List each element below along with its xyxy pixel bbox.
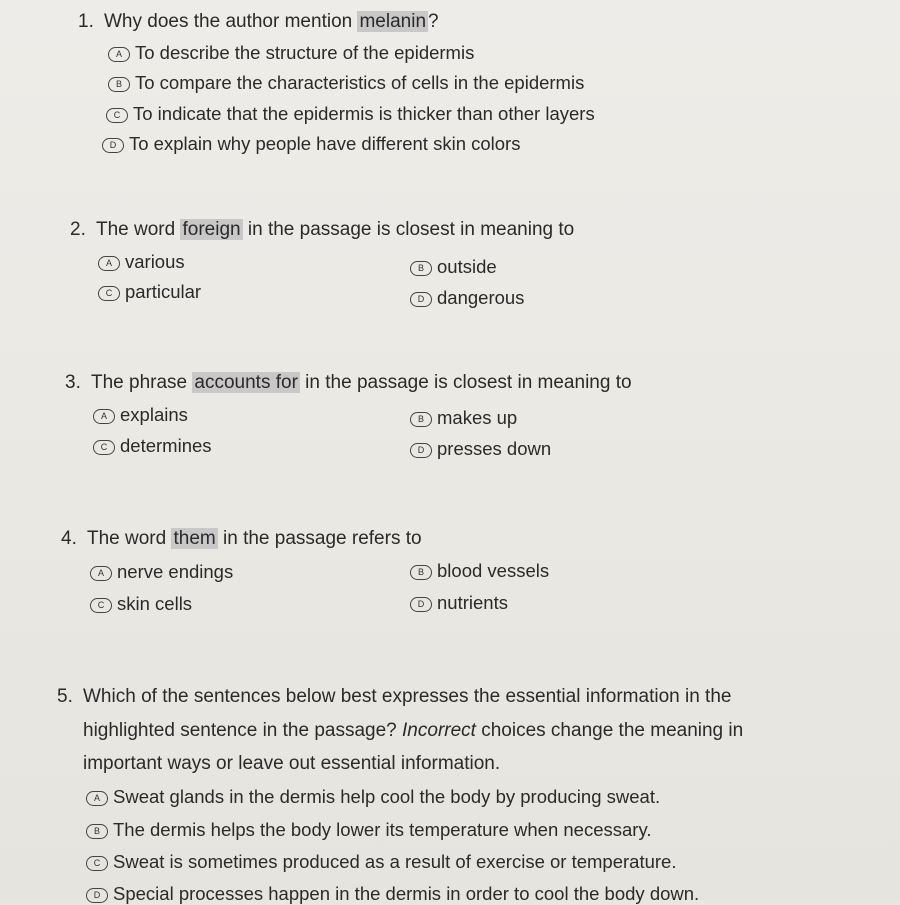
highlighted-term: foreign <box>182 219 241 240</box>
question-2-option-d[interactable] <box>410 287 524 309</box>
question-5-option-a[interactable] <box>86 786 660 808</box>
question-1-stem <box>78 10 439 35</box>
stem-text: in the passage is closest in meaning to <box>242 219 575 240</box>
stem-text: ? <box>428 11 439 32</box>
stem-text: Which of the sentences below best expresses the essential information in the <box>83 686 732 707</box>
option-letter-badge: D <box>86 888 108 903</box>
option-text: determines <box>120 435 212 456</box>
option-text: blood vessels <box>437 560 550 581</box>
option-text: nutrients <box>437 592 508 613</box>
option-text: dangerous <box>437 287 525 308</box>
stem-text: important ways or leave out essential information. <box>83 753 501 774</box>
question-number: 1. <box>78 11 94 32</box>
option-text: To describe the structure of the epidermis <box>135 42 475 63</box>
question-2-option-c[interactable] <box>98 281 201 303</box>
option-text: To compare the characteristics of cells in the epidermis <box>135 72 585 93</box>
question-3-stem <box>65 371 632 396</box>
question-5-stem-line-3 <box>83 753 500 775</box>
option-text: makes up <box>437 407 518 428</box>
option-text: To indicate that the epidermis is thicker than other layers <box>133 103 595 124</box>
option-letter-badge: B <box>410 412 432 427</box>
question-1-option-d[interactable] <box>102 133 520 155</box>
option-letter-badge: D <box>410 597 432 612</box>
option-letter-badge: A <box>98 256 120 271</box>
option-text: explains <box>120 404 188 425</box>
option-text: Sweat glands in the dermis help cool the body by producing sweat. <box>113 786 661 807</box>
option-letter-badge: C <box>93 440 115 455</box>
question-5-option-b[interactable] <box>86 819 651 841</box>
stem-text: in the passage refers to <box>217 528 422 549</box>
highlighted-term: melanin <box>359 11 427 32</box>
question-4-option-a[interactable] <box>90 561 233 583</box>
option-letter-badge: D <box>102 138 124 153</box>
option-text: outside <box>437 256 497 277</box>
stem-text: Why does the author mention <box>104 11 358 32</box>
option-text: presses down <box>437 438 552 459</box>
option-letter-badge: C <box>106 108 128 123</box>
question-1-option-b[interactable] <box>108 72 584 94</box>
question-3-option-a[interactable] <box>93 404 188 426</box>
question-1-option-a[interactable] <box>108 42 474 64</box>
stem-text: highlighted sentence in the passage? <box>83 720 403 741</box>
option-letter-badge: C <box>98 286 120 301</box>
question-5-option-c[interactable] <box>86 851 676 873</box>
question-2-option-a[interactable] <box>98 251 185 273</box>
question-1-option-c[interactable] <box>106 103 595 125</box>
option-text: nerve endings <box>117 561 234 582</box>
option-letter-badge: D <box>410 292 432 307</box>
stem-text: The word <box>96 219 181 240</box>
option-letter-badge: B <box>410 261 432 276</box>
question-2-option-b[interactable] <box>410 256 497 278</box>
highlighted-term: them <box>173 528 216 549</box>
option-letter-badge: B <box>86 824 108 839</box>
option-letter-badge: D <box>410 443 432 458</box>
question-5-stem-line-1 <box>57 686 731 708</box>
stem-text: The phrase <box>91 372 193 393</box>
question-3-option-b[interactable] <box>410 407 517 429</box>
option-letter-badge: A <box>93 409 115 424</box>
option-letter-badge: C <box>86 856 108 871</box>
question-4-stem <box>61 527 422 552</box>
highlighted-term: accounts for <box>194 372 298 393</box>
question-3-option-c[interactable] <box>93 435 212 457</box>
option-letter-badge: B <box>108 77 130 92</box>
option-text: Special processes happen in the dermis in order to cool the body down. <box>113 883 700 904</box>
question-2-stem <box>70 218 574 243</box>
question-5-option-d[interactable] <box>86 883 699 905</box>
option-text: particular <box>125 281 202 302</box>
question-number: 3. <box>65 372 81 393</box>
option-letter-badge: A <box>108 47 130 62</box>
question-5-stem-line-2 <box>83 720 743 742</box>
question-number: 2. <box>70 219 86 240</box>
stem-text: choices change the meaning in <box>475 720 744 741</box>
option-text: To explain why people have different skin colors <box>129 133 521 154</box>
question-4-option-d[interactable] <box>410 592 508 614</box>
question-number: 4. <box>61 528 77 549</box>
option-text: skin cells <box>117 593 193 614</box>
option-text: Sweat is sometimes produced as a result of exercise or temperature. <box>113 851 677 872</box>
option-letter-badge: B <box>410 565 432 580</box>
option-text: various <box>125 251 185 272</box>
option-letter-badge: A <box>86 791 108 806</box>
question-4-option-b[interactable] <box>410 560 549 582</box>
option-letter-badge: C <box>90 598 112 613</box>
question-number: 5. <box>57 686 73 707</box>
stem-text: in the passage is closest in meaning to <box>299 372 632 393</box>
option-letter-badge: A <box>90 566 112 581</box>
option-text: The dermis helps the body lower its temperature when necessary. <box>113 819 652 840</box>
question-3-option-d[interactable] <box>410 438 551 460</box>
stem-text: The word <box>87 528 172 549</box>
stem-emphasis: Incorrect <box>402 720 476 741</box>
question-4-option-c[interactable] <box>90 593 192 615</box>
